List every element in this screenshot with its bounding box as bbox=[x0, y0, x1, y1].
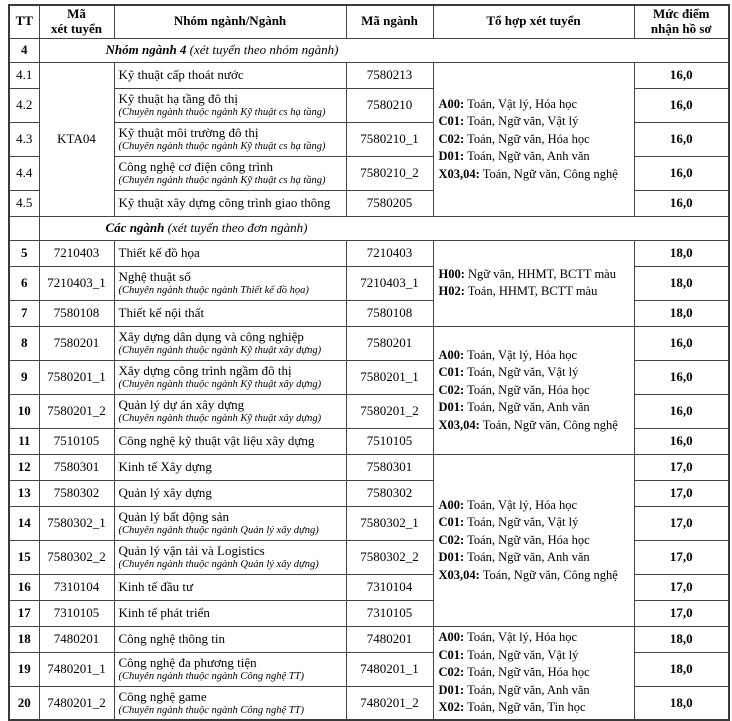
combo-line bbox=[439, 283, 631, 301]
combo-code: X03,04: bbox=[438, 166, 480, 181]
major-name-sub: (Chuyên ngành thuộc ngành Kỹ thuật xây dựng) bbox=[118, 413, 322, 425]
tt-cell: 4.1 bbox=[9, 62, 39, 88]
major-name-cell bbox=[114, 190, 346, 216]
score-cell: 16,0 bbox=[634, 394, 729, 428]
major-code-cell: 7580210_2 bbox=[346, 156, 433, 190]
combo-subjects: Toán, Ngữ văn, Hóa học bbox=[467, 131, 590, 146]
combo-subjects: Toán, Ngữ văn, Công nghệ bbox=[482, 567, 618, 582]
score-cell: 17,0 bbox=[634, 506, 729, 540]
combo-code: C01: bbox=[438, 647, 465, 662]
major-name-sub: (Chuyên ngành thuộc ngành Kỹ thuật xây dựng) bbox=[118, 379, 322, 391]
col-header-major-code-label: Mã ngành bbox=[361, 13, 418, 29]
section-title-cell bbox=[39, 38, 729, 62]
major-name-cell bbox=[114, 156, 346, 190]
combo-cell bbox=[433, 240, 634, 326]
score-cell: 18,0 bbox=[634, 686, 729, 720]
col-header-score-label: Mức điểm bbox=[652, 6, 710, 21]
score-cell: 16,0 bbox=[634, 326, 729, 360]
tt-cell: 4.2 bbox=[9, 88, 39, 122]
tt-cell: 6 bbox=[9, 266, 39, 300]
major-code-cell: 7580201_1 bbox=[346, 360, 433, 394]
major-name-cell bbox=[114, 600, 346, 626]
section-tt-cell: 4 bbox=[9, 38, 39, 62]
combo-code: X03,04: bbox=[438, 417, 480, 432]
combo-subjects: Toán, Ngữ văn, Anh văn bbox=[467, 550, 590, 565]
score-cell: 16,0 bbox=[634, 62, 729, 88]
major-name: Công nghệ cơ điện công trình bbox=[118, 159, 274, 175]
reg-code-cell: 7510105 bbox=[39, 428, 114, 454]
tt-cell: 16 bbox=[9, 574, 39, 600]
col-header-tt-label: TT bbox=[15, 13, 33, 29]
col-header-major-code bbox=[346, 5, 433, 38]
score-cell: 16,0 bbox=[634, 122, 729, 156]
combo-code: X03,04: bbox=[438, 567, 480, 582]
section-title: Nhóm ngành 4 bbox=[105, 42, 187, 58]
major-name-cell bbox=[114, 240, 346, 266]
major-code-cell: 7580205 bbox=[346, 190, 433, 216]
combo-code: A00: bbox=[438, 347, 465, 362]
major-name-cell bbox=[114, 326, 346, 360]
combo-subjects: Toán, Ngữ văn, Vật lý bbox=[467, 515, 579, 530]
combo-subjects: Toán, Ngữ văn, Anh văn bbox=[467, 400, 590, 415]
combo-subjects: Toán, Ngữ văn, Anh văn bbox=[467, 682, 590, 697]
combo-line bbox=[439, 364, 631, 382]
major-code-cell: 7210403 bbox=[346, 240, 433, 266]
major-name: Kỹ thuật môi trường đô thị bbox=[118, 125, 259, 141]
combo-subjects: Toán, Ngữ văn, Hóa học bbox=[467, 382, 590, 397]
combo-line bbox=[439, 113, 631, 131]
major-name: Kinh tế đầu tư bbox=[118, 579, 194, 595]
combo-line bbox=[439, 96, 631, 114]
combo-line bbox=[439, 532, 631, 550]
major-name-cell bbox=[114, 88, 346, 122]
section-note: (xét tuyển theo nhóm ngành) bbox=[189, 42, 339, 58]
score-cell: 18,0 bbox=[634, 300, 729, 326]
major-name-sub: (Chuyên ngành thuộc ngành Quản lý xây dựng) bbox=[118, 559, 319, 571]
reg-code-cell: 7580302_1 bbox=[39, 506, 114, 540]
tt-cell: 11 bbox=[9, 428, 39, 454]
score-cell: 16,0 bbox=[634, 190, 729, 216]
reg-code-cell: KTA04 bbox=[39, 62, 114, 216]
reg-code-cell: 7310104 bbox=[39, 574, 114, 600]
tt-cell: 17 bbox=[9, 600, 39, 626]
major-code-cell: 7580201 bbox=[346, 326, 433, 360]
major-name: Kỹ thuật xây dựng công trình giao thông bbox=[118, 195, 331, 211]
reg-code-cell: 7480201 bbox=[39, 626, 114, 652]
major-name: Kinh tế phát triển bbox=[118, 605, 210, 621]
combo-line bbox=[439, 382, 631, 400]
col-header-score-label: nhận hồ sơ bbox=[650, 20, 712, 36]
table-row bbox=[9, 626, 729, 652]
tt-cell: 5 bbox=[9, 240, 39, 266]
major-name-sub: (Chuyên ngành thuộc ngành Thiết kế đồ họa) bbox=[118, 285, 309, 297]
score-cell: 18,0 bbox=[634, 266, 729, 300]
major-name: Quản lý dự án xây dựng bbox=[118, 397, 245, 413]
combo-line bbox=[439, 682, 631, 700]
tt-cell: 8 bbox=[9, 326, 39, 360]
section-title: Các ngành bbox=[105, 220, 165, 236]
major-code-cell: 7580301 bbox=[346, 454, 433, 480]
combo-subjects: Ngữ văn, HHMT, BCTT màu bbox=[468, 266, 616, 281]
major-name-sub: (Chuyên ngành thuộc ngành Kỹ thuật cs hạ tầng) bbox=[118, 107, 326, 119]
combo-subjects: Toán, Ngữ văn, Anh văn bbox=[467, 149, 590, 164]
major-name-sub: (Chuyên ngành thuộc ngành Quản lý xây dựng) bbox=[118, 525, 319, 537]
major-name-cell bbox=[114, 574, 346, 600]
combo-subjects: Toán, Ngữ văn, Công nghệ bbox=[482, 166, 618, 181]
combo-code: D01: bbox=[438, 682, 465, 697]
combo-code: C02: bbox=[438, 131, 465, 146]
combo-subjects: Toán, Ngữ văn, Hóa học bbox=[467, 532, 590, 547]
reg-code-cell: 7210403_1 bbox=[39, 266, 114, 300]
combo-code: A00: bbox=[438, 497, 465, 512]
combo-line bbox=[439, 347, 631, 365]
major-code-cell: 7310105 bbox=[346, 600, 433, 626]
major-name-cell bbox=[114, 506, 346, 540]
combo-subjects: Toán, Ngữ văn, Hóa học bbox=[467, 665, 590, 680]
major-code-cell: 7480201 bbox=[346, 626, 433, 652]
score-cell: 18,0 bbox=[634, 652, 729, 686]
combo-cell bbox=[433, 626, 634, 720]
combo-code: H02: bbox=[438, 284, 465, 299]
score-cell: 16,0 bbox=[634, 428, 729, 454]
combo-subjects: Toán, Vật lý, Hóa học bbox=[467, 96, 578, 111]
combo-cell bbox=[433, 454, 634, 626]
combo-subjects: Toán, Vật lý, Hóa học bbox=[467, 630, 578, 645]
combo-code: D01: bbox=[438, 550, 465, 565]
section-note: (xét tuyển theo đơn ngành) bbox=[167, 220, 308, 236]
major-name-cell bbox=[114, 122, 346, 156]
reg-code-cell: 7310105 bbox=[39, 600, 114, 626]
major-name-cell bbox=[114, 300, 346, 326]
col-header-reg-code bbox=[39, 5, 114, 38]
combo-line bbox=[439, 549, 631, 567]
col-header-reg-code-label: xét tuyển bbox=[51, 20, 102, 36]
combo-cell bbox=[433, 326, 634, 454]
major-code-cell: 7580302_2 bbox=[346, 540, 433, 574]
reg-code-cell: 7580201_2 bbox=[39, 394, 114, 428]
combo-line bbox=[439, 664, 631, 682]
major-name-cell bbox=[114, 686, 346, 720]
score-cell: 17,0 bbox=[634, 480, 729, 506]
reg-code-cell: 7480201_1 bbox=[39, 652, 114, 686]
combo-line bbox=[439, 699, 631, 717]
major-code-cell: 7510105 bbox=[346, 428, 433, 454]
major-name-sub: (Chuyên ngành thuộc ngành Công nghệ TT) bbox=[118, 671, 304, 683]
tt-cell: 19 bbox=[9, 652, 39, 686]
combo-code: D01: bbox=[438, 149, 465, 164]
combo-code: C02: bbox=[438, 665, 465, 680]
major-name-cell bbox=[114, 266, 346, 300]
major-code-cell: 7580210_1 bbox=[346, 122, 433, 156]
score-cell: 17,0 bbox=[634, 454, 729, 480]
score-cell: 16,0 bbox=[634, 156, 729, 190]
major-name: Nghệ thuật số bbox=[118, 269, 191, 285]
reg-code-cell: 7580201_1 bbox=[39, 360, 114, 394]
score-cell: 18,0 bbox=[634, 626, 729, 652]
col-header-major-name bbox=[114, 5, 346, 38]
tt-cell: 7 bbox=[9, 300, 39, 326]
major-name-cell bbox=[114, 626, 346, 652]
col-header-combo-label: Tổ hợp xét tuyển bbox=[486, 13, 581, 29]
combo-line bbox=[439, 131, 631, 149]
tt-cell: 15 bbox=[9, 540, 39, 574]
combo-line bbox=[439, 399, 631, 417]
major-name: Quản lý vận tải và Logistics bbox=[118, 543, 265, 559]
major-name-sub: (Chuyên ngành thuộc ngành Kỹ thuật cs hạ tầng) bbox=[118, 141, 326, 153]
col-header-combo bbox=[433, 5, 634, 38]
major-name: Công nghệ kỹ thuật vật liệu xây dựng bbox=[118, 433, 315, 449]
score-cell: 17,0 bbox=[634, 600, 729, 626]
combo-code: C02: bbox=[438, 532, 465, 547]
combo-code: C01: bbox=[438, 515, 465, 530]
combo-cell bbox=[433, 62, 634, 216]
tt-cell: 20 bbox=[9, 686, 39, 720]
reg-code-cell: 7210403 bbox=[39, 240, 114, 266]
reg-code-cell: 7580201 bbox=[39, 326, 114, 360]
combo-line bbox=[439, 514, 631, 532]
combo-subjects: Toán, Ngữ văn, Tin học bbox=[467, 700, 586, 715]
major-name-cell bbox=[114, 454, 346, 480]
section-row bbox=[9, 216, 729, 240]
major-name: Quản lý bất động sản bbox=[118, 509, 229, 525]
section-row bbox=[9, 38, 729, 62]
major-name-sub: (Chuyên ngành thuộc ngành Công nghệ TT) bbox=[118, 705, 304, 717]
major-name-sub: (Chuyên ngành thuộc ngành Kỹ thuật cs hạ tầng) bbox=[118, 175, 326, 187]
tt-cell: 4.4 bbox=[9, 156, 39, 190]
score-cell: 16,0 bbox=[634, 360, 729, 394]
major-name-cell bbox=[114, 360, 346, 394]
major-code-cell: 7580302 bbox=[346, 480, 433, 506]
section-title-cell bbox=[39, 216, 729, 240]
combo-code: A00: bbox=[438, 96, 465, 111]
reg-code-cell: 7580108 bbox=[39, 300, 114, 326]
table-row bbox=[9, 62, 729, 88]
major-name-cell bbox=[114, 428, 346, 454]
col-header-score bbox=[634, 5, 729, 38]
major-code-cell: 7310104 bbox=[346, 574, 433, 600]
combo-subjects: Toán, Vật lý, Hóa học bbox=[467, 497, 578, 512]
col-header-reg-code-label: Mã bbox=[67, 6, 86, 21]
score-cell: 18,0 bbox=[634, 240, 729, 266]
combo-code: C01: bbox=[438, 365, 465, 380]
tt-cell: 4.5 bbox=[9, 190, 39, 216]
major-name: Công nghệ thông tin bbox=[118, 631, 226, 647]
col-header-tt bbox=[9, 5, 39, 38]
tt-cell: 18 bbox=[9, 626, 39, 652]
admission-score-table bbox=[8, 4, 730, 721]
header-row bbox=[9, 5, 729, 38]
tt-cell: 12 bbox=[9, 454, 39, 480]
combo-line bbox=[439, 497, 631, 515]
table-row bbox=[9, 454, 729, 480]
major-name-cell bbox=[114, 540, 346, 574]
combo-subjects: Toán, HHMT, BCTT màu bbox=[467, 284, 598, 299]
major-code-cell: 7580108 bbox=[346, 300, 433, 326]
tt-cell: 13 bbox=[9, 480, 39, 506]
major-code-cell: 7580213 bbox=[346, 62, 433, 88]
major-name: Thiết kế đồ họa bbox=[118, 245, 200, 261]
combo-code: C02: bbox=[438, 382, 465, 397]
combo-line bbox=[439, 567, 631, 585]
major-code-cell: 7580302_1 bbox=[346, 506, 433, 540]
major-code-cell: 7580201_2 bbox=[346, 394, 433, 428]
major-name: Kỹ thuật hạ tầng đô thị bbox=[118, 91, 239, 107]
combo-line bbox=[439, 417, 631, 435]
major-name-cell bbox=[114, 480, 346, 506]
section-tt-cell bbox=[9, 216, 39, 240]
major-name: Thiết kế nội thất bbox=[118, 305, 205, 321]
combo-line bbox=[439, 148, 631, 166]
combo-line bbox=[439, 647, 631, 665]
combo-code: A00: bbox=[438, 630, 465, 645]
combo-code: D01: bbox=[438, 400, 465, 415]
major-name: Công nghệ game bbox=[118, 688, 207, 704]
major-name: Công nghệ đa phương tiện bbox=[118, 655, 257, 671]
combo-subjects: Toán, Ngữ văn, Vật lý bbox=[467, 114, 579, 129]
major-name-cell bbox=[114, 394, 346, 428]
major-code-cell: 7210403_1 bbox=[346, 266, 433, 300]
combo-code: X02: bbox=[438, 700, 465, 715]
tt-cell: 14 bbox=[9, 506, 39, 540]
reg-code-cell: 7480201_2 bbox=[39, 686, 114, 720]
reg-code-cell: 7580302 bbox=[39, 480, 114, 506]
major-code-cell: 7580210 bbox=[346, 88, 433, 122]
major-name: Kinh tế Xây dựng bbox=[118, 459, 212, 475]
combo-code: C01: bbox=[438, 114, 465, 129]
col-header-major-name-label: Nhóm ngành/Ngành bbox=[173, 13, 287, 29]
tt-cell: 4.3 bbox=[9, 122, 39, 156]
combo-code: H00: bbox=[438, 266, 465, 281]
tt-cell: 9 bbox=[9, 360, 39, 394]
combo-line bbox=[439, 166, 631, 184]
combo-line bbox=[439, 266, 631, 284]
score-cell: 16,0 bbox=[634, 88, 729, 122]
major-name: Quản lý xây dựng bbox=[118, 485, 212, 501]
table-row bbox=[9, 240, 729, 266]
tt-cell: 10 bbox=[9, 394, 39, 428]
major-name: Kỹ thuật cấp thoát nước bbox=[118, 67, 244, 83]
major-code-cell: 7480201_1 bbox=[346, 652, 433, 686]
table-row bbox=[9, 326, 729, 360]
combo-subjects: Toán, Ngữ văn, Công nghệ bbox=[482, 417, 618, 432]
combo-line bbox=[439, 629, 631, 647]
reg-code-cell: 7580302_2 bbox=[39, 540, 114, 574]
major-name-sub: (Chuyên ngành thuộc ngành Kỹ thuật xây dựng) bbox=[118, 345, 322, 357]
score-cell: 17,0 bbox=[634, 540, 729, 574]
combo-subjects: Toán, Ngữ văn, Vật lý bbox=[467, 647, 579, 662]
major-name-cell bbox=[114, 62, 346, 88]
combo-subjects: Toán, Vật lý, Hóa học bbox=[467, 347, 578, 362]
score-cell: 17,0 bbox=[634, 574, 729, 600]
reg-code-cell: 7580301 bbox=[39, 454, 114, 480]
combo-subjects: Toán, Ngữ văn, Vật lý bbox=[467, 365, 579, 380]
major-name-cell bbox=[114, 652, 346, 686]
major-name: Xây dựng dân dụng và công nghiệp bbox=[118, 329, 304, 345]
major-code-cell: 7480201_2 bbox=[346, 686, 433, 720]
major-name: Xây dựng công trình ngầm đô thị bbox=[118, 363, 292, 379]
